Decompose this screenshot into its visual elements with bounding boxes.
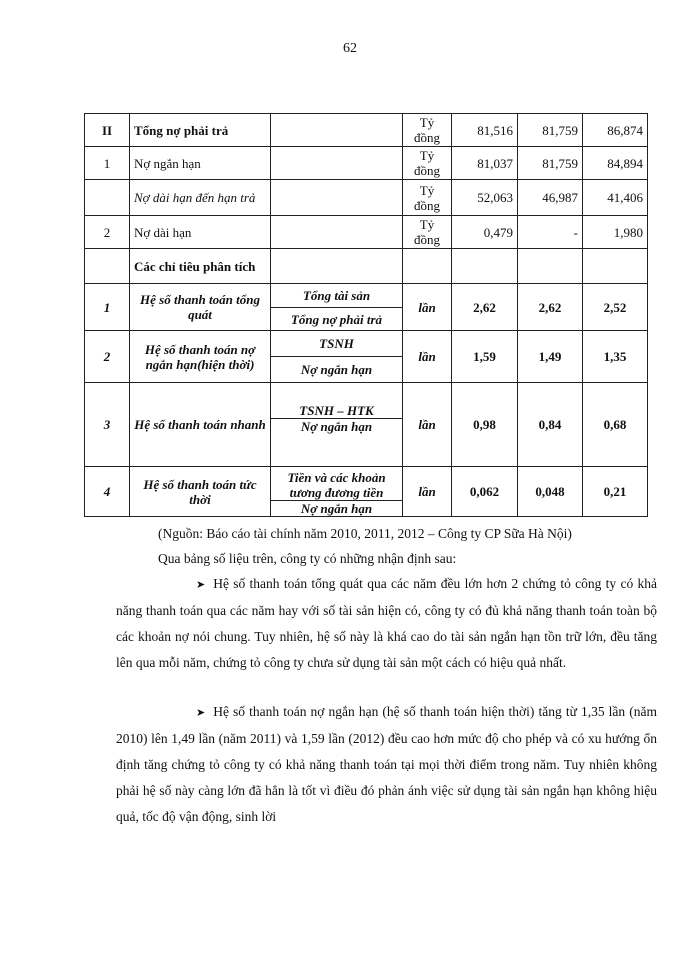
- value-2012: 81,037: [452, 147, 518, 180]
- empty-cell: [271, 180, 403, 216]
- formula-numerator: TSNH – HTK: [271, 383, 403, 419]
- section-header: Các chỉ tiêu phân tích: [130, 249, 271, 284]
- analysis-paragraph: [116, 699, 657, 830]
- ratio-unit: lần: [403, 467, 452, 517]
- table-row: [85, 180, 648, 216]
- value-2012: 0,062: [452, 467, 518, 517]
- row-number: 2: [85, 216, 130, 249]
- page-number: 62: [343, 41, 357, 56]
- value-2011: -: [518, 216, 583, 249]
- empty-cell: [271, 147, 403, 180]
- empty-cell: [271, 216, 403, 249]
- value-2011: 1,49: [518, 331, 583, 383]
- value-2011: 46,987: [518, 180, 583, 216]
- ratio-row: [85, 284, 648, 308]
- formula-numerator: TSNH: [271, 331, 403, 357]
- ratio-unit: lần: [403, 284, 452, 331]
- ratio-name: Hệ số thanh toán nợ ngắn hạn(hiện thời): [130, 331, 271, 383]
- section-header-row: [85, 249, 648, 284]
- empty-cell: [403, 249, 452, 284]
- value-2010: 1,980: [583, 216, 648, 249]
- value-2010: 0,68: [583, 383, 648, 467]
- row-label: Nợ dài hạn đến hạn trả: [130, 180, 271, 216]
- table-row: [85, 216, 648, 249]
- intro-text: Qua bảng số liệu trên, công ty có những nhận định sau:: [158, 551, 457, 566]
- arrow-bullet-icon: ➤: [196, 579, 206, 591]
- ratio-number: 1: [85, 284, 130, 331]
- row-unit: Tỷ đồng: [403, 180, 452, 216]
- value-2011: 81,759: [518, 114, 583, 147]
- value-2010: 0,21: [583, 467, 648, 517]
- value-2010: 41,406: [583, 180, 648, 216]
- analysis-paragraph: [116, 571, 657, 676]
- empty-cell: [583, 249, 648, 284]
- empty-cell: [271, 249, 403, 284]
- ratio-number: 2: [85, 331, 130, 383]
- value-2010: 2,52: [583, 284, 648, 331]
- paragraph-text: Hệ số thanh toán tổng quát qua các năm đều lớn hơn 2 chứng tỏ công ty có khả năng thanh toán qua các năm hay với số tài sản hiện có, công ty có đủ khả năng thanh toán toàn bộ các khoản nợ nói chung. Tuy nhiên, hệ số này là khá cao do tài sản ngắn hạn tồn trữ lớn, đều tăng lên qua mỗi năm, chứng tỏ công ty chưa sử dụng tài sản một cách có hiệu quả nhất.: [116, 576, 657, 670]
- ratio-row: [85, 467, 648, 501]
- value-2011: 0,84: [518, 383, 583, 467]
- value-2011: 81,759: [518, 147, 583, 180]
- ratio-name: Hệ số thanh toán tổng quát: [130, 284, 271, 331]
- value-2012: 81,516: [452, 114, 518, 147]
- row-unit: Tỷ đồng: [403, 216, 452, 249]
- row-number: [85, 180, 130, 216]
- value-2010: 1,35: [583, 331, 648, 383]
- value-2011: 2,62: [518, 284, 583, 331]
- ratio-name: Hệ số thanh toán nhanh: [130, 383, 271, 467]
- ratio-unit: lần: [403, 383, 452, 467]
- value-2012: 52,063: [452, 180, 518, 216]
- ratio-row: [85, 383, 648, 419]
- table-row: [85, 114, 648, 147]
- row-number: 1: [85, 147, 130, 180]
- value-2011: 0,048: [518, 467, 583, 517]
- value-2012: 2,62: [452, 284, 518, 331]
- ratio-unit: lần: [403, 331, 452, 383]
- formula-denominator: Nợ ngắn hạn: [271, 357, 403, 383]
- source-note: (Nguồn: Báo cáo tài chính năm 2010, 2011, 2012 – Công ty CP Sữa Hà Nội): [158, 526, 572, 541]
- ratio-row: [85, 331, 648, 357]
- formula-denominator: Tổng nợ phải trả: [271, 308, 403, 331]
- empty-cell: [271, 114, 403, 147]
- value-2012: 0,479: [452, 216, 518, 249]
- empty-cell: [452, 249, 518, 284]
- ratio-number: 4: [85, 467, 130, 517]
- value-2010: 86,874: [583, 114, 648, 147]
- value-2010: 84,894: [583, 147, 648, 180]
- row-unit: Tỷ đồng: [403, 147, 452, 180]
- formula-numerator: Tiền và các khoản tương đương tiền: [271, 467, 403, 501]
- ratio-number: 3: [85, 383, 130, 467]
- value-2012: 0,98: [452, 383, 518, 467]
- value-2012: 1,59: [452, 331, 518, 383]
- row-number: II: [85, 114, 130, 147]
- row-label: Tổng nợ phải trả: [130, 114, 271, 147]
- formula-numerator: Tổng tài sản: [271, 284, 403, 308]
- ratio-name: Hệ số thanh toán tức thời: [130, 467, 271, 517]
- formula-denominator: Nợ ngắn hạn: [271, 419, 403, 467]
- paragraph-text: Hệ số thanh toán nợ ngắn hạn (hệ số thanh toán hiện thời) tăng từ 1,35 lần (năm 2010) lên 1,49 lần (năm 2011) và 1,59 lần (2012) đều cao hơn mức độ cho phép và có xu hướng ổn định tăng chứng tỏ công ty có khả năng thanh toán tại mọi thời điểm trong năm. Tuy nhiên không phải hệ số này càng lớn đã hẳn là tốt vì điều đó phản ánh việc sử dụng tài sản ngắn hạn không hiệu quả, tốc độ vận động, sinh lời: [116, 704, 657, 824]
- arrow-bullet-icon: ➤: [196, 707, 206, 719]
- row-label: Nợ dài hạn: [130, 216, 271, 249]
- empty-cell: [85, 249, 130, 284]
- row-unit: Tỷ đồng: [403, 114, 452, 147]
- formula-denominator: Nợ ngắn hạn: [271, 501, 403, 517]
- financial-table: [84, 113, 648, 517]
- empty-cell: [518, 249, 583, 284]
- row-label: Nợ ngắn hạn: [130, 147, 271, 180]
- table-row: [85, 147, 648, 180]
